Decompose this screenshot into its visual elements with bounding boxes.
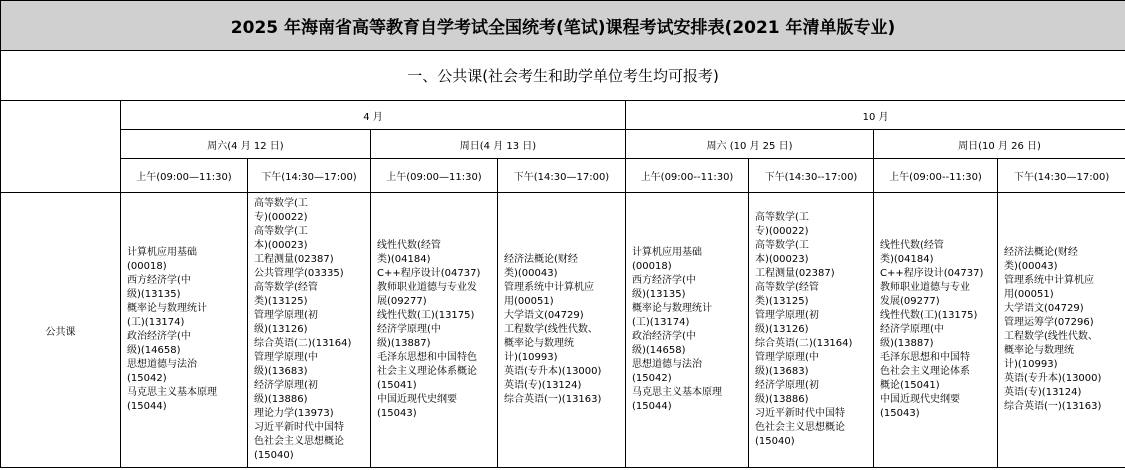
course-line: 计)(10993): [1004, 359, 1058, 370]
course-line: 高等数学(经管: [254, 282, 318, 293]
course-line: 线性代数(经管: [880, 240, 944, 251]
course-line: 综合英语(一)(13163): [1004, 401, 1102, 412]
course-list-cell: [371, 193, 498, 468]
course-line: 级)(13886): [254, 394, 308, 405]
course-line: 经济法概论(财经: [504, 254, 578, 265]
course-list-cell: [248, 193, 371, 468]
course-line: 政治经济学(中: [632, 331, 696, 342]
course-line: (15043): [377, 408, 417, 419]
course-line: 大学语文(04729): [504, 310, 584, 321]
course-line: 习近平新时代中国特: [254, 422, 344, 433]
course-line: 色社会主义思想概论: [755, 422, 845, 433]
course-line: 专)(00022): [755, 226, 809, 237]
session-header: 上午(09:00--11:30): [874, 159, 998, 193]
course-line: 类)(00043): [1004, 261, 1058, 272]
course-line: 经济法概论(财经: [1004, 247, 1078, 258]
course-line: 经济学原理(中: [377, 324, 441, 335]
course-line: 中国近现代史纲要: [880, 394, 960, 405]
row-label: 公共课: [1, 193, 121, 468]
course-line: 英语(专升本)(13000): [1004, 373, 1102, 384]
course-line: 高等数学(工: [254, 226, 308, 237]
day-header: 周六 (10 月 25 日): [626, 130, 874, 159]
course-list-cell: [998, 193, 1125, 468]
course-line: 马克思主义基本原理: [632, 387, 722, 398]
course-line: (15041): [377, 380, 417, 391]
course-line: 级)(13126): [254, 324, 308, 335]
course-line: 管理学原理(中: [755, 352, 819, 363]
course-line: 级)(14658): [127, 345, 181, 356]
course-line: 展(09277): [377, 296, 427, 307]
course-line: 政治经济学(中: [127, 331, 191, 342]
course-line: 高等数学(工: [254, 198, 308, 209]
course-line: 用(00051): [1004, 289, 1054, 300]
course-line: (工)(13174): [632, 317, 690, 328]
course-line: 工程测量(02387): [755, 268, 835, 279]
session-header: 上午(09:00—11:30): [371, 159, 498, 193]
course-line: 概率论与数理统: [504, 338, 574, 349]
course-line: 本)(00023): [755, 254, 809, 265]
course-line: 管理学原理(初: [755, 310, 819, 321]
course-line: 线性代数(工)(13175): [377, 310, 475, 321]
course-line: 毛泽东思想和中国特: [880, 352, 970, 363]
course-line: 用(00051): [504, 296, 554, 307]
course-list-cell: [749, 193, 874, 468]
course-line: 教师职业道德与专业: [880, 282, 970, 293]
course-line: 综合英语(二)(13164): [254, 338, 352, 349]
course-line: 级)(13887): [377, 338, 431, 349]
course-line: (15044): [632, 401, 672, 412]
day-header: 周日(4 月 13 日): [371, 130, 626, 159]
course-line: 类)(00043): [504, 268, 558, 279]
course-line: 综合英语(一)(13163): [504, 394, 602, 405]
course-line: 英语(专)(13124): [504, 380, 582, 391]
course-line: 习近平新时代中国特: [755, 408, 845, 419]
day-header: 周日(10 月 26 日): [874, 130, 1125, 159]
course-line: (工)(13174): [127, 317, 185, 328]
course-line: 级)(13887): [880, 338, 934, 349]
course-line: 高等数学(工: [755, 240, 809, 251]
course-line: 思想道德与法治: [632, 359, 702, 370]
course-line: 计算机应用基础: [127, 247, 197, 258]
page-title: 2025 年海南省高等教育自学考试全国统考(笔试)课程考试安排表(2021 年清单版专业): [1, 1, 1125, 51]
course-line: 概率论与数理统计: [127, 303, 207, 314]
session-header: 下午(14:30—17:00): [248, 159, 371, 193]
course-line: C++程序设计(04737): [880, 268, 984, 279]
session-header: 下午(14:30--17:00): [749, 159, 874, 193]
course-line: 色社会主义思想概论: [254, 436, 344, 447]
course-line: 专)(00022): [254, 212, 308, 223]
course-line: 管理系统中计算机应: [1004, 275, 1094, 286]
course-line: 级)(13135): [632, 289, 686, 300]
course-line: 中国近现代史纲要: [377, 394, 457, 405]
course-line: 英语(专)(13124): [1004, 387, 1082, 398]
course-line: 计)(10993): [504, 352, 558, 363]
course-line: 发展(09277): [880, 296, 940, 307]
course-line: (15043): [880, 408, 920, 419]
course-list-cell: [498, 193, 626, 468]
course-line: 概论(15041): [880, 380, 940, 391]
course-line: 毛泽东思想和中国特色: [377, 352, 477, 363]
course-line: 综合英语(二)(13164): [755, 338, 853, 349]
course-list-cell: [121, 193, 248, 468]
course-line: 级)(13126): [755, 324, 809, 335]
course-line: 概率论与数理统计: [632, 303, 712, 314]
course-line: 高等数学(工: [755, 212, 809, 223]
course-line: 管理学原理(初: [254, 310, 318, 321]
course-line: 公共管理学(03335): [254, 268, 344, 279]
course-line: 西方经济学(中: [127, 275, 191, 286]
section-subtitle: 一、公共课(社会考生和助学单位考生均可报考): [1, 51, 1125, 101]
course-line: 管理运筹学(07296): [1004, 317, 1094, 328]
course-line: 工程测量(02387): [254, 254, 334, 265]
course-line: 社会主义理论体系概论: [377, 366, 477, 377]
session-header: 上午(09:00--11:30): [626, 159, 749, 193]
course-line: 级)(13135): [127, 289, 181, 300]
session-header: 下午(14:30—17:00): [498, 159, 626, 193]
course-line: (15040): [755, 436, 795, 447]
course-line: 教师职业道德与专业发: [377, 282, 477, 293]
course-line: 经济学原理(初: [254, 380, 318, 391]
course-line: (15044): [127, 401, 167, 412]
course-line: 英语(专升本)(13000): [504, 366, 602, 377]
month-header: 10 月: [626, 101, 1125, 130]
course-line: 计算机应用基础: [632, 247, 702, 258]
course-line: 马克思主义基本原理: [127, 387, 217, 398]
course-line: 类)(04184): [377, 254, 431, 265]
course-list-cell: [626, 193, 749, 468]
session-header: 下午(14:30—17:00): [998, 159, 1125, 193]
corner-cell: [1, 101, 121, 193]
course-line: 类)(13125): [755, 296, 809, 307]
course-line: 经济学原理(初: [755, 380, 819, 391]
course-line: 管理系统中计算机应: [504, 282, 594, 293]
course-line: 色社会主义理论体系: [880, 366, 970, 377]
course-line: 线性代数(经管: [377, 240, 441, 251]
course-line: 管理学原理(中: [254, 352, 318, 363]
course-line: 思想道德与法治: [127, 359, 197, 370]
course-line: 类)(04184): [880, 254, 934, 265]
course-line: 本)(00023): [254, 240, 308, 251]
course-line: 经济学原理(中: [880, 324, 944, 335]
course-line: 类)(13125): [254, 296, 308, 307]
course-line: 大学语文(04729): [1004, 303, 1084, 314]
course-line: 级)(13886): [755, 394, 809, 405]
month-header: 4 月: [121, 101, 626, 130]
course-line: (15042): [127, 373, 167, 384]
session-header: 上午(09:00—11:30): [121, 159, 248, 193]
course-line: 级)(14658): [632, 345, 686, 356]
course-line: (00018): [127, 261, 167, 272]
course-line: C++程序设计(04737): [377, 268, 481, 279]
day-header: 周六(4 月 12 日): [121, 130, 371, 159]
course-line: 级)(13683): [755, 366, 809, 377]
course-line: 概率论与数理统: [1004, 345, 1074, 356]
course-line: (00018): [632, 261, 672, 272]
course-line: 理论力学(13973): [254, 408, 334, 419]
course-line: 级)(13683): [254, 366, 308, 377]
course-line: (15042): [632, 373, 672, 384]
course-list-cell: [874, 193, 998, 468]
course-line: 工程数学(线性代数、: [1004, 331, 1098, 342]
course-line: 西方经济学(中: [632, 275, 696, 286]
course-line: 线性代数(工)(13175): [880, 310, 978, 321]
course-line: (15040): [254, 450, 294, 461]
course-line: 工程数学(线性代数、: [504, 324, 598, 335]
course-line: 高等数学(经管: [755, 282, 819, 293]
